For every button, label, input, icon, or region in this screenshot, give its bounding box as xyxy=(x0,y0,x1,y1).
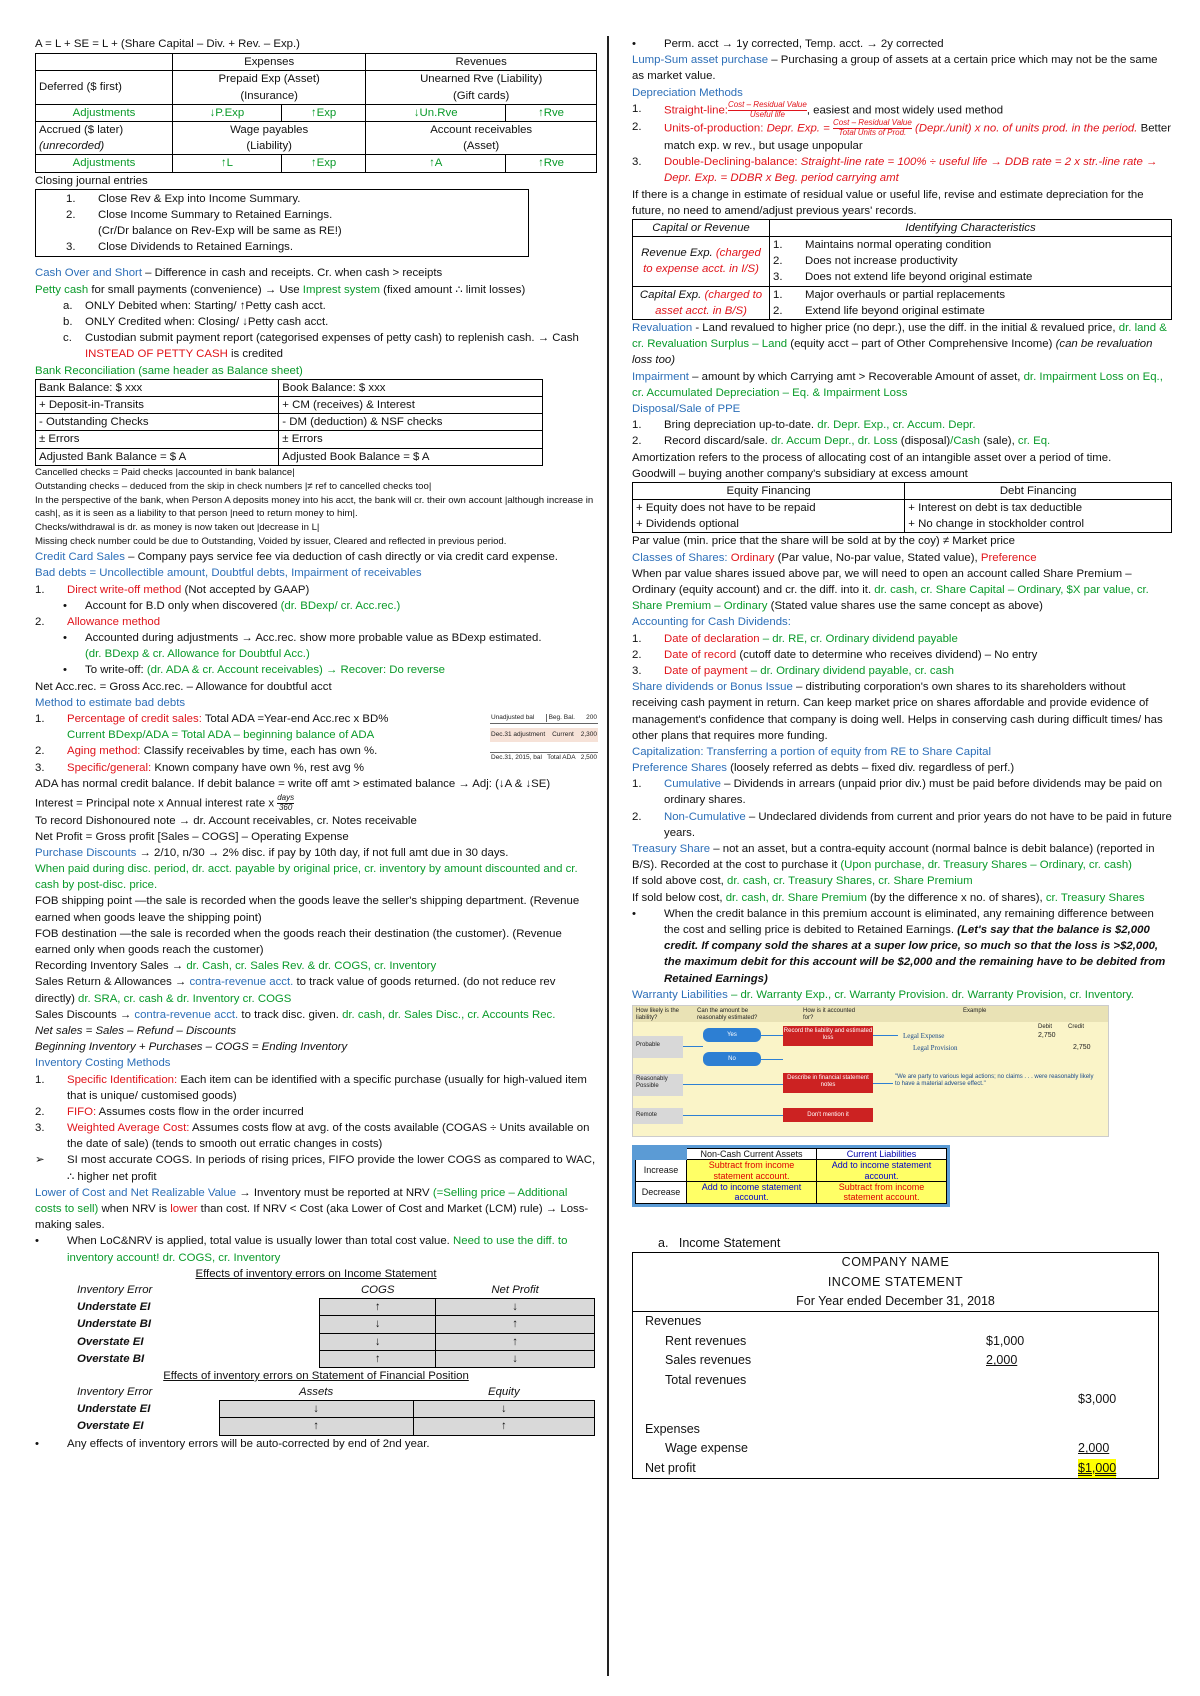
cash-dividends-title: Accounting for Cash Dividends: xyxy=(632,616,791,629)
inventory-costing-title: Inventory Costing Methods xyxy=(35,1057,171,1070)
accounting-equation: A = L + SE = L + (Share Capital – Div. + Rev. – Exp.) xyxy=(35,38,300,50)
bad-debts: Bad debts = Uncollectible amount, Doubtful debts, Impairment of receivables xyxy=(35,567,422,580)
classes-of-shares: Classes of Shares: Ordinary (Par value, No-par value, Stated value), Preference xyxy=(632,551,1037,564)
straight-line: 1. Straight-line: $\frac{\text{Cost – Residual Value}}{\text{Useful life}}$ , easiest and most widely used method xyxy=(632,99,1004,119)
lump-sum: Lump-Sum asset purchase – Purchasing a group of assets at a certain price which may not be the same as market value. xyxy=(632,54,1158,83)
depreciation-title: Depreciation Methods xyxy=(632,86,743,99)
financing-table: Equity Financing Debt Financing + Equity does not have to be repaid + Dividends optional + Interest on debt is tax deductible + No change in stockholder control xyxy=(632,482,1172,534)
net-profit-line: Net Profit = Gross profit [Sales – COGS] – Operating Expense xyxy=(35,830,349,843)
double-declining: 3. Double-Declining-balance: Straight-line rate = 100% ÷ useful life → DDB rate = 2 x str.-line rate → Depr. Exp. = DDBR x Beg. period carrying amt xyxy=(632,156,1158,185)
units-of-production: 2. Units-of-production: Depr. Exp. = $\frac{\text{Cost – Residual Value}}{\text{Total Units of Prod.}}$ (Depr./unit) x no. of units prod. in the period. Better match exp. w rev., but usage unpopular xyxy=(632,118,1171,152)
adjustments-table: Expenses Revenues Deferred ($ first) Prepaid Exp (Asset) (Insurance) Unearned Rve (Liability) (Gift cards) Adjustments ↓P.Exp ↑Exp ↓Un.Rve ↑Rve Accrued ($ later) (unrecorded) Wage payables (Liability) Account receivables (Asset) Adjustments ↑L ↑Exp ↑A ↑Rve xyxy=(35,53,597,172)
revaluation: Revaluation - Land revalued to higher price (no depr.), use the diff. in the initial & revalued price, dr. land & cr. Revaluation Surplus – Land (equity acct – part of Other Comprehensive Income) (can be revaluation loss too) xyxy=(632,322,1167,367)
column-divider xyxy=(607,36,609,1676)
bank-notes: Cancelled checks = Paid checks |accounted in bank balance| Outstanding checks – deduced from the skip in check numbers |≠ ref to cancelled checks too| In the perspective of the bank, when Person A deposits money into his acct, the bank will cr. their own account |although increase in cash|, as it is seen as a liability to that person |need to return money to him|. Checks/withdrawal is dr. as money is now taken out |decrease in L| Missing check number could be due to Outstanding, Voided by issuer, Cleared and reflected in previous period. xyxy=(35,466,594,548)
sales-returns: Sales Return & Allowances → contra-revenue acct. to track value of goods returned. (do not reduce rev directly) dr. SRA, cr. cash & dr. Inventory cr. COGS xyxy=(35,976,556,1005)
purchase-discounts: Purchase Discounts → 2/10, n/30 → 2% disc. if pay by 10th day, if not full amt due in 30 days. xyxy=(35,846,509,859)
dishonoured-note: To record Dishonoured note → dr. Account receivables, cr. Notes receivable xyxy=(35,814,417,827)
treasury-share: Treasury Share – not an asset, but a contra-equity account (normal balnce is debit balance) (reported in B/S). Recorded at the cost to purchase it (Upon purchase, dr. Treasury Shares – Ordinary, cr. cash) xyxy=(632,843,1155,872)
err-is-title: Effects of inventory errors on Income Statement xyxy=(195,1267,437,1280)
fob-destination: FOB destination —the sale is recorded when the goods reach their destination (the customer). (Revenue earned only when goods reach the customer) xyxy=(35,927,562,957)
change-estimate: If there is a change in estimate of residual value or useful life, revise and estimate depreciation for the future, no need to amend/adjust previous years' records. xyxy=(632,188,1144,217)
preference-shares: Preference Shares (loosely referred as debts – fixed div. regardless of perf.) xyxy=(632,762,1015,775)
share-dividends: Share dividends or Bonus Issue – distributing corporation's own shares to its shareholders without receiving cash payment in return. Can keep market price on shares affordable and provide evidence of management's confidence that company is doing well. Helps in conserving cash during difficult times/ has other plans that requires more funding. xyxy=(632,681,1163,742)
ada-ledger-image: Unadjusted bal Beg. Bal. 200 Dec.31 adjustment Current 2,300 Dec.31, 2015, bal Total ADA 2,500 xyxy=(491,714,597,761)
closing-box: 1. Close Rev & Exp into Income Summary. 2. Close Income Summary to Retained Earnings. (Cr/Dr balance on Rev-Exp will be same as RE!) 3. Close Dividends to Retained Earnings. xyxy=(35,189,529,258)
income-statement: COMPANY NAME INCOME STATEMENT For Year ended December 31, 2018 Revenues Rent revenues $1,000 Sales revenues 2,000 Total revenues $3,000 Expenses Wage expense 2,000 Net profit $1,000 xyxy=(632,1252,1159,1479)
credit-card-sales: Credit Card Sales – Company pays service fee via deduction of cash directly or via credit card expense. xyxy=(35,551,558,564)
perm-temp: • Perm. acct → 1y corrected, Temp. acct. → 2y corrected xyxy=(632,38,944,50)
sold-below: If sold below cost, dr. cash, dr. Share Premium (by the difference x no. of shares), cr. Treasury Shares xyxy=(632,891,1145,904)
lcnrv: Lower of Cost and Net Realizable Value → Inventory must be reported at NRV (=Selling price – Additional costs to sell) when NRV is lower than cost. If NRV < Cost (aka Lower of Cost and Market (LCM) rule) → Loss-making sales. xyxy=(35,1186,589,1232)
non-cash-table-image: Non-Cash Current Assets Current Liabilities Increase Subtract from income statement account. Add to income statement account. Decrease Add to income statement account. Subtract from income statement account. xyxy=(632,1145,950,1207)
inventory-errors-fp-table: Inventory Error Assets Equity Understate EI ↓ ↓ Overstate EI ↑ ↑ xyxy=(75,1384,595,1436)
allowance-method: 2. Allowance method xyxy=(35,615,161,628)
direct-write-off: 1. Direct write-off method (Not accepted by GAAP) xyxy=(35,583,310,596)
bad-debt-methods: 1. Percentage of credit sales: Total ADA =Year-end Acc.rec x BD% Current BDexp/ADA = Total ADA – beginning balance of ADA 2. Aging method: Classify receivables by time, each has own %. 3. Specific/general: Known company have own %, rest avg % Unadjusted bal Beg. Bal. 200 Dec.31 adjustment Current 2,300 Dec.31, 2015, bal Total ADA 2,500 xyxy=(35,713,597,774)
impairment: Impairment – amount by which Carrying amt > Recoverable Amount of asset, dr. Impairment Loss on Eq., cr. Accumulated Depreciation – Eq. & Impairment Loss xyxy=(632,370,1163,399)
capitalization: Capitalization: Transferring a portion of equity from RE to Share Capital xyxy=(632,745,991,758)
petty-cash: Petty cash for small payments (convenience) → Use Imprest system (fixed amount ∴ limit losses) xyxy=(35,283,526,296)
ada-note: ADA has normal credit balance. If debit balance = write off amt > estimated balance → Adj: (↓A & ↓SE) xyxy=(35,777,551,790)
par-value: Par value (min. price that the share will be sold at by the coy) ≠ Market price xyxy=(632,535,1015,548)
capital-revenue-table: Capital or Revenue Identifying Characteristics Revenue Exp. (charged to expense acct. in I/S) 1. Maintains normal operating condition 2. Does not increase productivity 3. Does not extend life beyond original estimate Capital Exp. (charged to asset acct. in B/S) 1. Major overhauls or partial replacements 2. Extend life beyond original estimate xyxy=(632,219,1172,320)
left-column: A = L + SE = L + (Share Capital – Div. + Rev. – Exp.) Expenses Revenues Deferred ($ first) Prepaid Exp (Asset) (Insurance) Unearned Rve (Liability) (Gift cards) Adjustments ↓P.Exp ↑Exp ↓Un.Rve ↑Rve Accrued ($ later) (unrecorded) Wage payables (Liability) Account receivables (Asset) Adjustments ↑L ↑Exp ↑A ↑Rve Closing journal entries 1. Close Rev & Exp into Income Summary. 2. Close Income Summary to Retained Earnings. (Cr/Dr balance on Rev-Exp will be same as RE!) 3. Close Dividends to Retained Earnings. Cash Over and Short – Difference in cash and receipts. Cr. when cash > receipts Petty cash for small payments (convenience) → Use Imprest system (fixed amount ∴ limit losses) a. ONLY Debited when: Starting/ ↑Petty cash acct. b. ONLY Credited when: Closing/ ↓Petty cash acct. c. Custodian submit payment report (categorised expenses of petty cash) to replenish cash. → Cash INSTEAD OF PETTY CASH is credited Bank Reconciliation (same header as Balance sheet) Bank Balance: $ xxx Book Balance: $ xxx + Deposit-in-Transits + CM (receives) & Interest - Outstanding Checks - DM (deduction) & NSF checks ± Errors ± Errors Adjusted Bank Balance = $ A Adjusted Book Balance = $ A Cancelled checks = Paid checks |accounted in bank balance| Outstanding checks – deduced from the skip in check numbers |≠ ref to cancelled checks too| In the perspective of the bank, when Person A deposits money into his acct, the bank will cr. their own account |although increase in cash|, as it is seen as a liability to that person |need to return money to him|. Checks/withdrawal is dr. as money is now taken out |decrease in L| Missing check number could be due to Outstanding, Voided by issuer, Cleared and reflected in previous period. Credit Card Sales – Company pays service fee via deduction of cash directly or via credit card expense. Bad debts = Uncollectible amount, Doubtful debts, Impairment of receivables 1. Direct write-off method (Not accepted by GAAP) • Account for B.D only when discovered (dr. BDexp/ cr. Acc.rec.) 2. Allowance method • Accounted during adjustments → Acc.rec. show more probable value as BDexp estimated. (dr. BDexp & cr. Allowance for Doubtful Acc.) • To write-off: (dr. ADA & cr. Account receivables) → Recover: Do reverse Net Acc.rec. = Gross Acc.rec. – Allowance for doubtful acct Method to estimate bad debts 1. Percentage of credit sales: Total ADA =Year-end Acc.rec x BD% Current BDexp/ADA = Total ADA – beginning balance of ADA 2. Aging method: Classify receivables by time, each has own %. 3. Specific/general: Known company have own %, rest avg % Unadjusted bal Beg. Bal. 200 Dec.31 adjustment Current 2,300 Dec.31, 2015, bal Total ADA 2,500 ADA has normal credit balance. If debit balance = write off amt > estimated balance → Adj: (↓A & ↓SE) Interest = Principal note x Annual interest rate x $\frac{\text{days}}{360}$ To record Dishonoured note → dr. Account receivables, cr. Notes receivable Net Profit = Gross profit [Sales – COGS] – Operating Expense Purchase Discounts → 2/10, n/30 → 2% disc. if pay by 10th day, if not full amt due in 30 days. When paid during disc. period, dr. acct. payable by original price, cr. inventory by amount discounted and cr. cash by post-disc. price. FOB shipping point —the sale is recorded when the goods leave the seller's shipping department. (Revenue earned when goods leave the shipping point) FOB destination —the sale is recorded when the goods reach their destination (the customer). (Revenue earned only when goods reach the customer) Recording Inventory Sales → dr. Cash, cr. Sales Rev. & dr. COGS, cr. Inventory Sales Return & Allowances → contra-revenue acct. to track value of goods returned. (do not reduce rev directly) dr. SRA, cr. cash & dr. Inventory cr. COGS Sales Discounts → contra-revenue acct. to track disc. given. dr. cash, dr. Sales Disc., cr. Accounts Rec. Net sales = Sales – Refund – Discounts Beginning Inventory + Purchases – COGS = Ending Inventory Inventory Costing Methods 1. Specific Identification: Each item can be identified with a specific purchase (usually for high-valued item that is unique/ customised goods) 2. FIFO: Assumes costs flow in the order incurred 3. Weighted Average Cost: Assumes costs flow at avg. of the costs available (COGAS ÷ Units available on the date of sale) (tends to smooth out erratic changes in costs) ➢ SI most accurate COGS. In periods of rising prices, FIFO provide the lower COGS as compared to WAC, ∴ higher net profit Lower of Cost and Net Realizable Value → Inventory must be reported at NRV (=Selling price – Additional costs to sell) when NRV is lower than cost. If NRV < Cost (aka Lower of Cost and Market (LCM) rule) → Loss-making sales. • When LoC&NRV is applied, total value is usually lower than total cost value. Need to use the diff. to inventory account! dr. COGS, cr. Inventory Effects of inventory errors on Income Statement Inventory Error COGS Net Profit Understate EI ↑ ↓ Understate BI ↓ ↑ Overstate EI ↓ ↑ Overstate BI ↑ ↓ Effects of inventory errors on Statement of Financial Position Inventory Error Assets Equity Understate EI ↓ ↓ Overstate EI ↑ ↑ • Any effects of inventory errors will be auto-corrected by end of 2nd year. xyxy=(35,36,597,1452)
net-sales: Net sales = Sales – Refund – Discounts xyxy=(35,1024,237,1037)
right-column: • Perm. acct → 1y corrected, Temp. acct. → 2y corrected Lump-Sum asset purchase – Purchasing a group of assets at a certain price which may not be the same as market value. Depreciation Methods 1. Straight-line: $\frac{\text{Cost – Residual Value}}{\text{Useful life}}$ , easiest and most widely used method 2. Units-of-production: Depr. Exp. = $\frac{\text{Cost – Residual Value}}{\text{Total Units of Prod.}}$ (Depr./unit) x no. of units prod. in the period. Better match exp. w rev., but usage unpopular 3. Double-Declining-balance: Straight-line rate = 100% ÷ useful life → DDB rate = 2 x str.-line rate → Depr. Exp. = DDBR x Beg. period carrying amt If there is a change in estimate of residual value or useful life, revise and estimate depreciation for the future, no need to amend/adjust previous years' records. Capital or Revenue Identifying Characteristics Revenue Exp. (charged to expense acct. in I/S) 1. Maintains normal operating condition 2. Does not increase productivity 3. Does not extend life beyond original estimate Capital Exp. (charged to asset acct. in B/S) 1. Major overhauls or partial replacements 2. Extend life beyond original estimate Revaluation - Land revalued to higher price (no depr.), use the diff. in the initial & revalued price, dr. land & cr. Revaluation Surplus – Land (equity acct – part of Other Comprehensive Income) (can be revaluation loss too) Impairment – amount by which Carrying amt > Recoverable Amount of asset, dr. Impairment Loss on Eq., cr. Accumulated Depreciation – Eq. & Impairment Loss Disposal/Sale of PPE 1. Bring depreciation up-to-date. dr. Depr. Exp., cr. Accum. Depr. 2. Record discard/sale. dr. Accum Depr., dr. Loss (disposal)/Cash (sale), cr. Eq. Amortization refers to the process of allocating cost of an intangible asset over a period of time. Goodwill – buying another company's subsidiary at excess amount Equity Financing Debt Financing + Equity does not have to be repaid + Dividends optional + Interest on debt is tax deductible + No change in stockholder control Par value (min. price that the share will be sold at by the coy) ≠ Market price Classes of Shares: Ordinary (Par value, No-par value, Stated value), Preference When par value shares issued above par, we will need to open an account called Share Premium – Ordinary (equity account) and cr. the diff. into it. dr. cash, cr. Share Capital – Ordinary, $X par value, cr. Share Premium – Ordinary (Stated value shares use the same concept as above) Accounting for Cash Dividends: 1. Date of declaration – dr. RE, cr. Ordinary dividend payable 2. Date of record (cutoff date to determine who receives dividend) – No entry 3. Date of payment – dr. Ordinary dividend payable, cr. cash Share dividends or Bonus Issue – distributing corporation's own shares to its shareholders without receiving cash payment in return. Can keep market price on shares affordable and provide evidence of management's confidence that company is doing well. Helps in conserving cash during difficult times/ has other plans that requires more funding. Capitalization: Transferring a portion of equity from RE to Share Capital Preference Shares (loosely referred as debts – fixed div. regardless of perf.) 1. Cumulative – Dividends in arrears (unpaid prior div.) must be paid before dividends may be paid on ordinary shares. 2. Non-Cumulative – Undeclared dividends from current and prior years do not have to be paid in future years. Treasury Share – not an asset, but a contra-equity account (normal balnce is debit balance) (reported in B/S). Recorded at the cost to purchase it (Upon purchase, dr. Treasury Shares – Ordinary, cr. cash) If sold above cost, dr. cash, cr. Treasury Shares, cr. Share Premium If sold below cost, dr. cash, dr. Share Premium (by the difference x no. of shares), cr. Treasury Shares • When the credit balance in this premium account is eliminated, any remaining difference between the cost and selling price is debited to Retained Earnings. (Let's say that the balance is $2,000 credit. If company sold the shares at a super low price, so much so that the loss is >$2,000, the maximum debit for this account will be $2,000 and the remaining have to be debited from Retained Earnings) Warranty Liabilities – dr. Warranty Exp., cr. Warranty Provision. dr. Warranty Provision, cr. Inventory. How likely is the liability? Can the amount be reasonably estimated? How is it accounted for? Example Probable Yes No Record the liability and estimated loss Describe in financial statement notes Don't mention it Reasonably Possible Remote Debit Credit Legal Expense 2,750 Legal Provision 2,750 "We are party to various legal actions; no claims . . . were reasonably likely to have a material adverse effect." Non-Cash Current Assets Current Liabilities Increase Subtract from income statement account. Add to income statement account. Decrease Add to income statement account. Subtract from income statement account. a. Income Statement COMPANY NAME INCOME STATEMENT For Year ended December 31, 2018 Revenues Rent revenues $1,000 Sales revenues 2,000 Total revenues $3,000 Expenses Wage expense 2,000 Net profit $1,000 xyxy=(632,36,1172,1479)
petty-a: a. ONLY Debited when: Starting/ ↑Petty cash acct. xyxy=(63,299,326,312)
disposal-title: Disposal/Sale of PPE xyxy=(632,402,741,415)
goodwill: Goodwill – buying another company's subsidiary at excess amount xyxy=(632,467,968,480)
interest-formula: Interest = Principal note x Annual interest rate x $\frac{\text{days}}{360}$ xyxy=(35,792,295,812)
petty-c: c. Custodian submit payment report (categorised expenses of petty cash) to replenish cash. → Cash INSTEAD OF PETTY CASH is credited xyxy=(63,332,579,361)
err-fp-title: Effects of inventory errors on Statement of Financial Position xyxy=(163,1369,469,1382)
method-title: Method to estimate bad debts xyxy=(35,696,186,709)
par-issue: When par value shares issued above par, we will need to open an account called Share Premium – Ordinary (equity account) and cr. the diff. into it. dr. cash, cr. Share Capital – Ordinary, $X par value, cr. Share Premium – Ordinary (Stated value shares use the same concept as above) xyxy=(632,567,1149,613)
fob-shipping: FOB shipping point —the sale is recorded when the goods leave the seller's shipping department. (Revenue earned when goods leave the shipping point) xyxy=(35,895,580,924)
closing-title: Closing journal entries xyxy=(35,174,148,187)
petty-b: b. ONLY Credited when: Closing/ ↓Petty cash acct. xyxy=(63,316,329,328)
amortization: Amortization refers to the process of allocating cost of an intangible asset over a period of time. xyxy=(632,451,1112,464)
income-statement-label: a. Income Statement xyxy=(658,1235,781,1250)
contingent-liabilities-chart: How likely is the liability? Can the amount be reasonably estimated? How is it accounted for? Example Probable Yes No Record the liability and estimated loss Describe in financial statement notes Don't mention it Reasonably Possible Remote Debit Credit Legal Expense 2,750 Legal Provision 2,750 "We are party to various legal actions; no claims . . . were reasonably likely to have a material adverse effect." xyxy=(632,1005,1109,1137)
net-acc-rec: Net Acc.rec. = Gross Acc.rec. – Allowance for doubtful acct xyxy=(35,680,332,693)
warranty-liabilities: Warranty Liabilities – dr. Warranty Exp., cr. Warranty Provision. dr. Warranty Provision, cr. Inventory. xyxy=(632,988,1134,1001)
cash-over-short: Cash Over and Short – Difference in cash and receipts. Cr. when cash > receipts xyxy=(35,267,443,280)
sales-discounts: Sales Discounts → contra-revenue acct. to track disc. given. dr. cash, dr. Sales Disc., cr. Accounts Rec. xyxy=(35,1008,556,1021)
bank-reconciliation-table: Bank Balance: $ xxx Book Balance: $ xxx + Deposit-in-Transits + CM (receives) & Interest - Outstanding Checks - DM (deduction) & NSF checks ± Errors ± Errors Adjusted Bank Balance = $ A Adjusted Book Balance = $ A xyxy=(35,379,543,466)
sold-above: If sold above cost, dr. cash, cr. Treasury Shares, cr. Share Premium xyxy=(632,875,973,888)
beginning-inventory: Beginning Inventory + Purchases – COGS = Ending Inventory xyxy=(35,1041,348,1054)
bank-reconciliation-title: Bank Reconciliation (same header as Balance sheet) xyxy=(35,364,303,377)
final-bullet: • Any effects of inventory errors will be auto-corrected by end of 2nd year. xyxy=(35,1437,430,1450)
recording-inventory-sales: Recording Inventory Sales → dr. Cash, cr. Sales Rev. & dr. COGS, cr. Inventory xyxy=(35,960,437,973)
inventory-errors-is-table: Inventory Error COGS Net Profit Understate EI ↑ ↓ Understate BI ↓ ↑ Overstate EI ↓ ↑ Overstate BI ↑ ↓ xyxy=(75,1282,595,1368)
